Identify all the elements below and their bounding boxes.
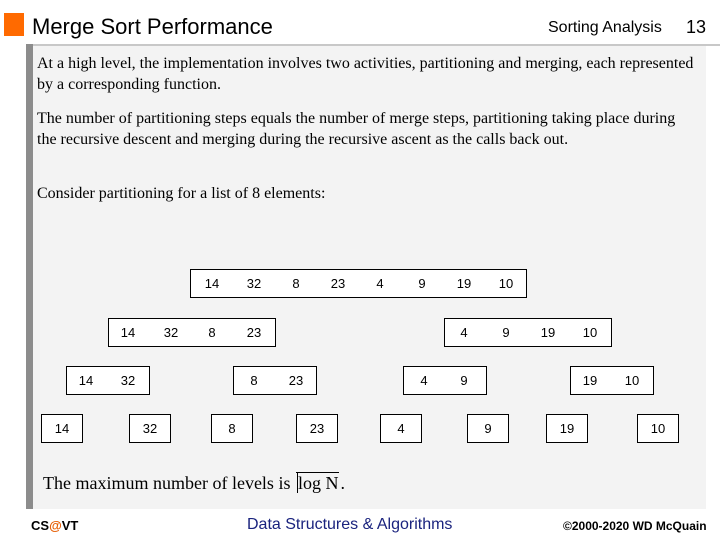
tree-value: 19	[559, 421, 575, 436]
tree-value: 10	[650, 421, 666, 436]
paragraph-consider: Consider partitioning for a list of 8 elements:	[37, 185, 326, 202]
tree-value: 32	[246, 276, 262, 291]
tree-value: 4	[420, 373, 428, 388]
tree-value: 23	[309, 421, 325, 436]
section-label: Sorting Analysis	[548, 19, 662, 36]
tree-value: 8	[292, 276, 300, 291]
left-accent-bar	[26, 44, 33, 509]
tree-value: 10	[498, 276, 514, 291]
tree-value: 19	[582, 373, 598, 388]
log-n: log N	[297, 473, 339, 493]
tree-value: 4	[460, 325, 468, 340]
footer-center: Data Structures & Algorithms	[247, 516, 453, 533]
tree-value: 9	[502, 325, 510, 340]
tree-value: 23	[330, 276, 346, 291]
tree-value: 32	[142, 421, 158, 436]
tree-value: 8	[228, 421, 236, 436]
levels-statement	[43, 472, 345, 494]
tree-value: 14	[120, 325, 136, 340]
levels-prefix: The maximum number of levels is	[43, 473, 291, 493]
tree-value: 23	[246, 325, 262, 340]
page-number: 13	[686, 17, 707, 37]
footer-left: CS@VT	[31, 518, 79, 533]
tree-value: 19	[456, 276, 472, 291]
tree-value: 32	[163, 325, 179, 340]
tree-value: 9	[418, 276, 426, 291]
tree-value: 9	[484, 421, 492, 436]
tree-value: 32	[120, 373, 136, 388]
tree-value: 4	[397, 421, 405, 436]
tree-value: 14	[204, 276, 220, 291]
tree-value: 23	[288, 373, 304, 388]
tree-value: 14	[54, 421, 70, 436]
tree-value: 10	[624, 373, 640, 388]
footer-at: @	[49, 518, 62, 533]
paragraph-overview: At a high level, the implementation involves two activities, partitioning and merging, each represented by a corresponding function.	[37, 55, 694, 93]
tree-value: 4	[376, 276, 384, 291]
orange-corner-square	[4, 13, 24, 36]
paragraph-steps: The number of partitioning steps equals the number of merge steps, partitioning taking place during the recursive descent and merging during the recursive ascent as the calls back out.	[37, 110, 676, 148]
tree-value: 14	[78, 373, 94, 388]
tree-value: 8	[250, 373, 258, 388]
tree-value: 19	[540, 325, 556, 340]
tree-value: 9	[460, 373, 468, 388]
partition-box-level0	[190, 269, 527, 298]
slide-title: Merge Sort Performance	[32, 14, 273, 39]
tree-value: 8	[208, 325, 216, 340]
levels-suffix: .	[340, 473, 345, 493]
footer-right: ©2000-2020 WD McQuain	[563, 519, 707, 533]
ceiling-expression	[296, 472, 340, 494]
tree-value: 10	[582, 325, 598, 340]
